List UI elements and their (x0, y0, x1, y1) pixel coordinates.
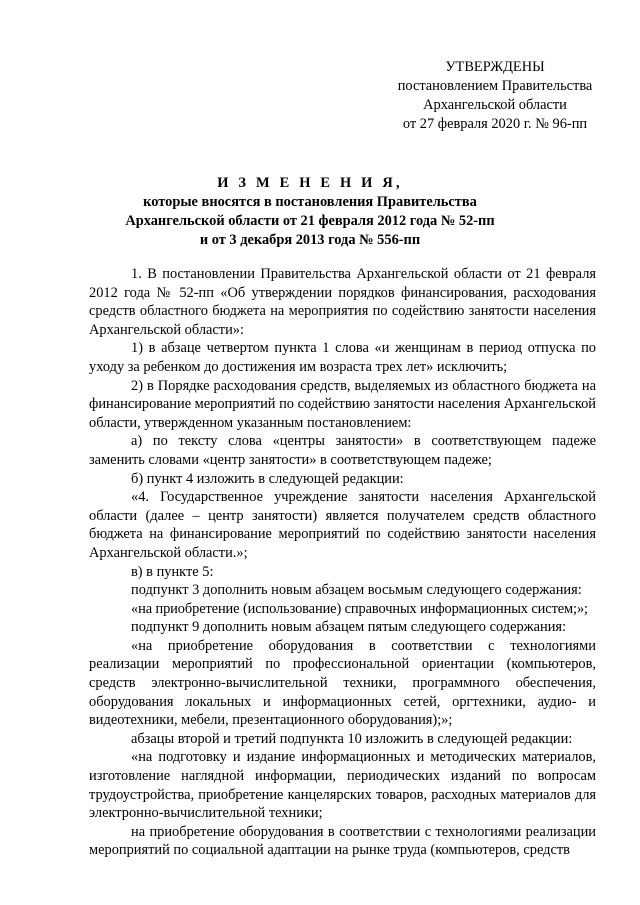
paragraph: а) по тексту слова «центры занятости» в соответствующем падеже заменить словами «центр занятости» в соответствующем падеже; (89, 433, 596, 468)
paragraph: на приобретение оборудования в соответствии с технологиями реализации мероприятий по социальной адаптации на рынке труда (компьютеров, средств (89, 823, 596, 859)
heading-title: И З М Е Н Е Н И Я, (217, 175, 403, 191)
document-body (89, 265, 596, 860)
heading-line-3: Архангельской области от 21 февраля 2012 года № 52-пп (125, 213, 495, 229)
paragraph: 2) в Порядке расходования средств, выделяемых из областного бюджета на финансирование мероприятий по содействию занятости населения Архангельской области, утвержденном указанным постановлением: (89, 377, 596, 431)
paragraph: 1. В постановлении Правительства Архангельской области от 21 февраля 2012 года № 52-пп «Об утверждении порядков финансирования, расходования средств областного бюджета на мероприятия по содействию занятости населения Архангельской области»: (89, 266, 596, 338)
paragraph: 1) в абзаце четвертом пункта 1 слова «и женщинам в период отпуска по уходу за ребенком до достижения им возраста трех лет» исключить; (89, 340, 596, 375)
paragraph: «4. Государственное учреждение занятости населения Архангельской области (далее – центр занятости) является получателем средств областного бюджета на финансирование мероприятий по содействию занятости населения Архангельской области.»; (89, 489, 596, 561)
approval-stamp (380, 58, 610, 134)
paragraph: абзацы второй и третий подпункта 10 изложить в следующей редакции: (131, 730, 573, 747)
paragraph: в) в пункте 5: (131, 563, 214, 580)
approval-line-3: Архангельской области (423, 97, 567, 113)
approval-line-4: от 27 февраля 2020 г. № 96-пп (402, 116, 588, 132)
paragraph: подпункт 9 дополнить новым абзацем пятым следующего содержания: (131, 619, 567, 636)
approval-line-2: постановлением Правительства (397, 78, 593, 94)
paragraph: «на приобретение оборудования в соответствии с технологиями реализации мероприятий по профессиональной ориентации (компьютеров, средств электронно-вычислительной техники, программного обеспечения, оборудования локальных и информационных сетей, оргтехники, аудио- и видеотехники, мебели, презентационного оборудования);»; (89, 637, 596, 729)
paragraph: «на подготовку и издание информационных и методических материалов, изготовление наглядной информации, периодических изданий по вопросам трудоустройства, приобретение канцелярских товаров, расходных материалов для электронно-вычислительной техники; (89, 749, 596, 822)
paragraph: подпункт 3 дополнить новым абзацем восьмым следующего содержания: (131, 582, 582, 599)
paragraph: «на приобретение (использование) справочных информационных систем;»; (131, 600, 588, 617)
heading-line-2: которые вносятся в постановления Правительства (143, 194, 477, 210)
heading-line-4: и от 3 декабря 2013 года № 556-пп (199, 232, 421, 248)
document-heading (110, 174, 510, 250)
paragraph: б) пункт 4 изложить в следующей редакции: (131, 470, 404, 487)
approval-line-1: УТВЕРЖДЕНЫ (445, 59, 545, 75)
